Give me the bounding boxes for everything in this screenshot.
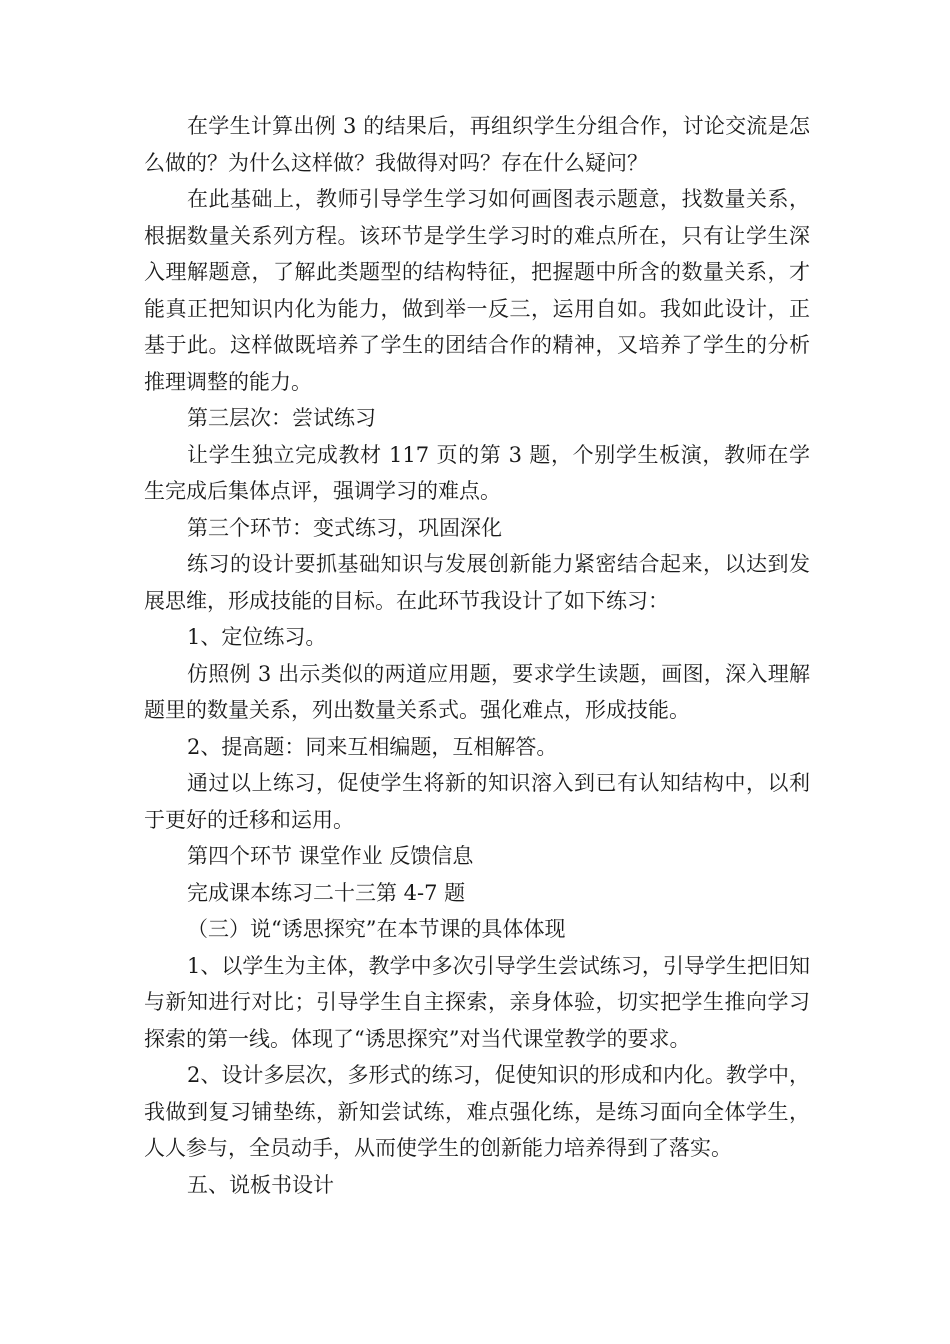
heading-section5-board-design: 五、说板书设计 (187, 1172, 334, 1197)
paragraph-similar-problems: 仿照例 3 出示类似的两道应用题，要求学生读题，画图，深入理解题里的数量关系，列出数量关系式。强化难点，形成技能。 (144, 661, 810, 722)
heading-section3-inquiry: （三）说“诱思探究”在本节课的具体体现 (187, 917, 566, 941)
heading-level3-trial-practice: 第三层次：尝试练习 (187, 406, 376, 430)
list-item-positioning-practice: 1、定位练习。 (187, 625, 327, 649)
list-item-advanced-questions: 2、提高题：同来互相编题，互相解答。 (187, 734, 558, 759)
paragraph-example3-discussion: 在学生计算出例 3 的结果后，再组织学生分组合作，讨论交流是怎么做的？为什么这样做？我做得对吗？存在什么疑问？ (144, 114, 810, 175)
paragraph-teacher-guidance: 在此基础上，教师引导学生学习如何画图表示题意，找数量关系，根据数量关系列方程。该环节是学生学习时的难点所在，只有让学生深入理解题意，了解此类题型的结构特征，把握题中所含的数量关系，才能真正把知识内化为能力，做到举一反三，运用自如。我如此设计，正基于此。这样做既培养了学生的团结合作的精神，又培养了学生的分析推理调整的能力。 (144, 187, 810, 394)
paragraph-homework-assignment: 完成课本练习二十三第 4-7 题 (187, 880, 466, 905)
paragraph-independent-exercise: 让学生独立完成教材 117 页的第 3 题，个别学生板演，教师在学生完成后集体点评，强调学习的难点。 (144, 442, 810, 503)
heading-stage4-homework: 第四个环节 课堂作业 反馈信息 (187, 844, 474, 868)
paragraph-practice-design: 练习的设计要抓基础知识与发展创新能力紧密结合起来，以达到发展思维，形成技能的目标。在此环节我设计了如下练习： (144, 552, 810, 613)
list-item-student-centered: 1、以学生为主体，教学中多次引导学生尝试练习，引导学生把旧知与新知进行对比；引导学生自主探索，亲身体验，切实把学生推向学习探索的第一线。体现了“诱思探究”对当代课堂教学的要求。 (144, 953, 810, 1051)
paragraph-practice-summary: 通过以上练习，促使学生将新的知识溶入到已有认知结构中，以利于更好的迁移和运用。 (144, 771, 810, 832)
list-item-multilevel-practice: 2、设计多层次，多形式的练习，促使知识的形成和内化。教学中，我做到复习铺垫练，新知尝试练，难点强化练，是练习面向全体学生，人人参与，全员动手，从而使学生的创新能力培养得到了落实。 (144, 1063, 810, 1160)
heading-stage3-variant-practice: 第三个环节：变式练习，巩固深化 (187, 515, 502, 540)
document-body (144, 108, 810, 1203)
